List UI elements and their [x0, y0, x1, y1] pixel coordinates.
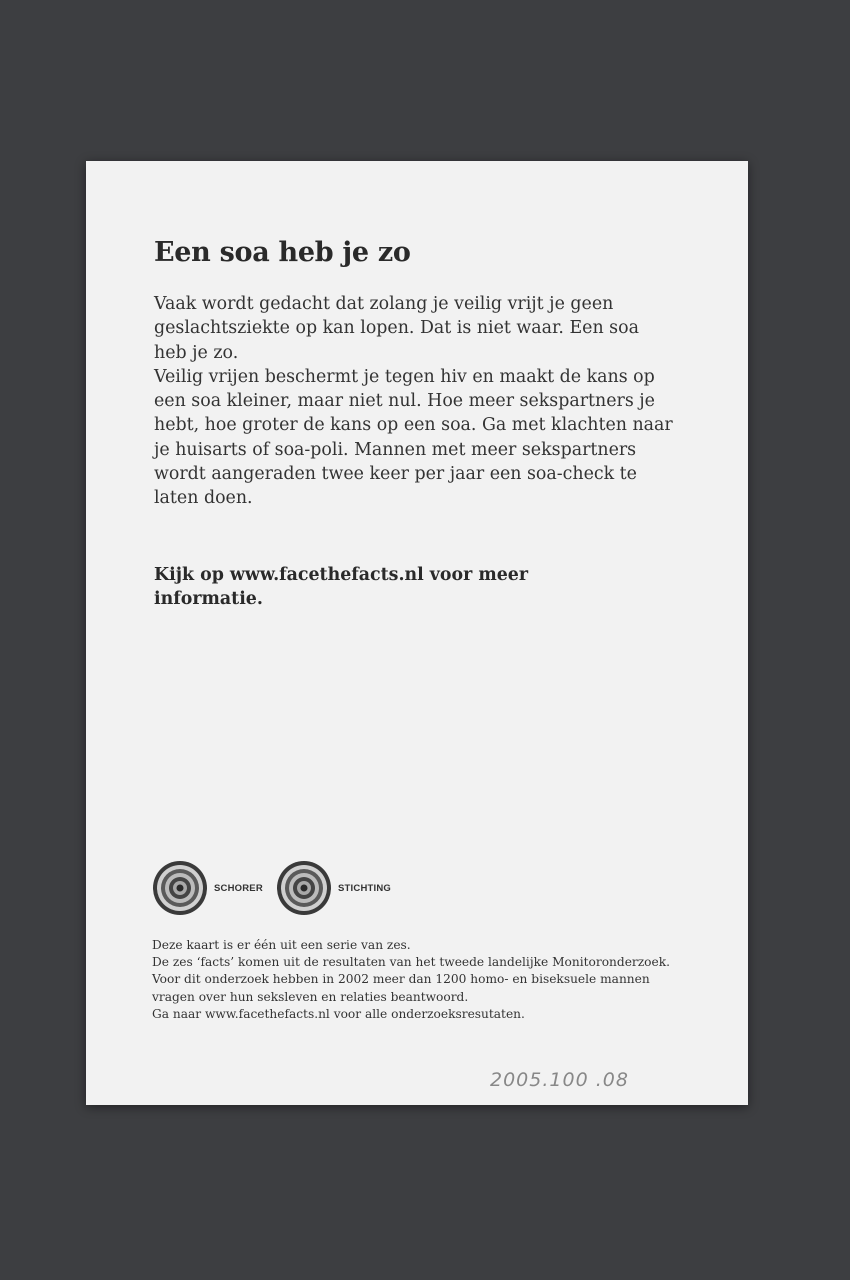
- postcard: [86, 161, 748, 1105]
- target-rings-icon: [152, 860, 208, 916]
- body-paragraph: Veilig vrijen beschermt je tegen hiv en maakt de kans op een soa kleiner, maar niet nul. Hoe meer sekspartners je hebt, hoe groter de kans op een soa. Ga met klachten naar je huisarts of soa-poli. Mannen met meer sekspartners wordt aangeraden twee keer per jaar een soa-check te laten doen.: [154, 366, 673, 509]
- logo-label: STICHTING: [338, 882, 391, 894]
- logo-schorer: [152, 860, 263, 916]
- website-call-to-action: Kijk op www.facethefacts.nl voor meer informatie.: [154, 565, 529, 610]
- logo-label: SCHORER: [214, 882, 263, 894]
- body-text: [154, 292, 674, 511]
- footer-note: [152, 937, 672, 1023]
- footer-line: Ga naar www.facethefacts.nl voor alle onderzoeksresutaten.: [152, 1006, 525, 1021]
- target-rings-icon: [276, 860, 332, 916]
- logo-stichting: [276, 860, 391, 916]
- inventory-number: 2005.100 .08: [490, 1069, 629, 1091]
- body-paragraph: Vaak wordt gedacht dat zolang je veilig vrijt je geen geslachtsziekte op kan lopen. Dat is niet waar. Een soa heb je zo.: [154, 294, 639, 363]
- footer-line: De zes ‘facts’ komen uit de resultaten van het tweede landelijke Monitoronderzoek. Voor dit onderzoek hebben in 2002 meer dan 1200 homo- en biseksuele mannen vragen over hun seksleven en relaties beantwoord.: [152, 955, 670, 1004]
- card-title: Een soa heb je zo: [154, 237, 411, 268]
- footer-line: Deze kaart is er één uit een serie van zes.: [152, 938, 411, 952]
